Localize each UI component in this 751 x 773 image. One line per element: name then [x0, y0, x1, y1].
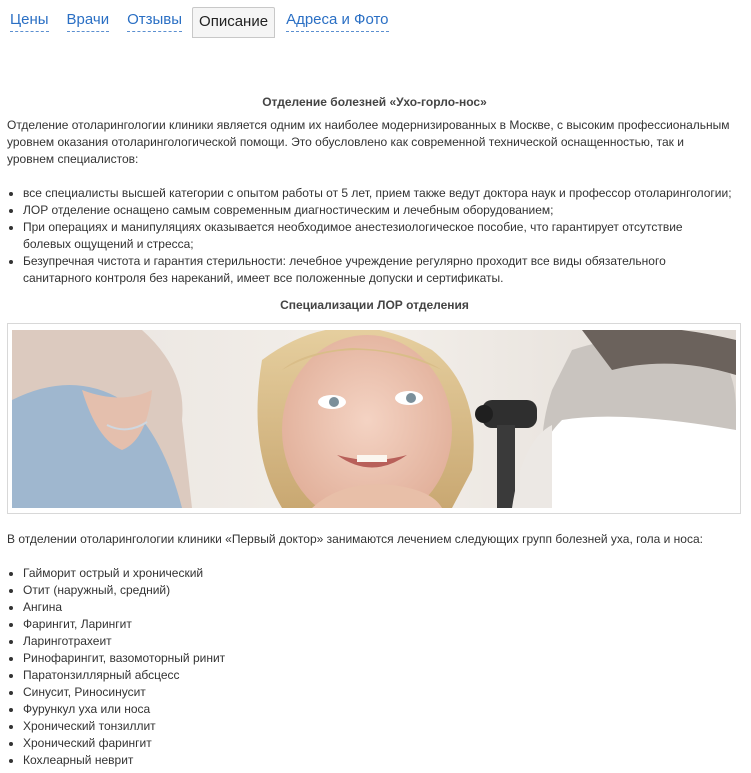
- list-item: Безупречная чистота и гарантия стерильности: лечебное учреждение регулярно проходит все виды обязательного санитарного контроля без нареканий, имеет все положенные допуски и сертификаты.: [7, 253, 732, 287]
- section-title-specializations: Специализации ЛОР отделения: [280, 298, 469, 312]
- section-title-ent: Отделение болезней «Ухо-горло-нос»: [262, 95, 487, 109]
- list-item: ЛОР отделение оснащено самым современным диагностическим и лечебным оборудованием;: [7, 202, 732, 219]
- list-item: Фарингит, Ларингит: [7, 616, 732, 633]
- tab-bar: [10, 7, 407, 38]
- tab-description[interactable]: Описание: [192, 7, 275, 38]
- list-item: Гайморит острый и хронический: [7, 565, 732, 582]
- diseases-list: [7, 565, 732, 769]
- list-item: все специалисты высшей категории с опытом работы от 5 лет, прием также ведут доктора наук и профессор отоларингологии;: [7, 185, 732, 202]
- list-item: Паратонзиллярный абсцесс: [7, 667, 732, 684]
- list-item: Хронический тонзиллит: [7, 718, 732, 735]
- tab-doctors[interactable]: Врачи: [67, 7, 110, 32]
- clinic-photo: [7, 323, 741, 514]
- advantages-list: [7, 185, 732, 287]
- diseases-intro: В отделении отоларингологии клиники «Первый доктор» занимаются лечением следующих групп болезней уха, гола и носа:: [7, 532, 703, 546]
- list-item: При операциях и манипуляциях оказывается необходимое анестезиологическое пособие, что гарантирует отсутствие болевых ощущений и стресса;: [7, 219, 732, 253]
- list-item: Хронический фарингит: [7, 735, 732, 752]
- list-item: Ларинготрахеит: [7, 633, 732, 650]
- intro-paragraph: Отделение отоларингологии клиники является одним их наиболее модернизированных в Москве, с высоким профессиональным уровнем оказания отоларингологической помощи. Это обусловлено как современной технической оснащенностью, так и уровнем специалистов:: [7, 118, 730, 166]
- tab-prices[interactable]: Цены: [10, 7, 49, 32]
- list-item: Ангина: [7, 599, 732, 616]
- list-item: Ринофарингит, вазомоторный ринит: [7, 650, 732, 667]
- list-item: Отит (наружный, средний): [7, 582, 732, 599]
- list-item: Фурункул уха или носа: [7, 701, 732, 718]
- list-item: Синусит, Риносинусит: [7, 684, 732, 701]
- tab-addresses-photo[interactable]: Адреса и Фото: [286, 7, 388, 32]
- list-item: Кохлеарный неврит: [7, 752, 732, 769]
- photo-illustration: [12, 330, 736, 508]
- tab-reviews[interactable]: Отзывы: [127, 7, 182, 32]
